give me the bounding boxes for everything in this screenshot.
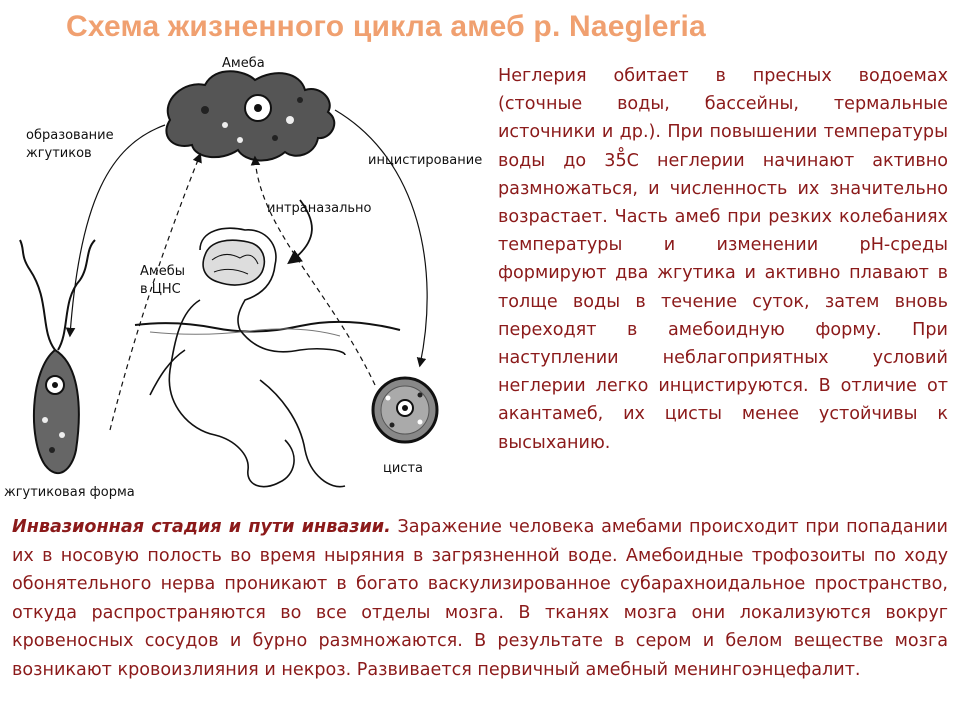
life-cycle-diagram: [0, 50, 500, 510]
invasion-heading: Инвазионная стадия и пути инвазии.: [12, 517, 391, 537]
label-encystation: инцистирование: [368, 153, 483, 168]
label-flagellate-form: жгутиковая форма: [4, 485, 135, 500]
label-flagella-formation-1: образование: [26, 128, 114, 143]
label-intranasal: интраназально: [267, 201, 372, 216]
label-cyst: циста: [383, 461, 423, 476]
invasion-body: Заражение человека амебами происходит при попадании их в носовую полость во время ныряния в загрязненной воде. Амебоидные трофозоиты по ходу обонятельного нерва проникают в богато васкулизированное субарахноидальное пространство, откуда распространяются во все отделы мозга. В тканях мозга они локализуются вокруг кровеносных сосудов и бурно размножаются. В результате в сером и белом веществе мозга возникают кровоизлияния и некроз. Развивается первичный амебный менингоэнцефалит.: [12, 517, 948, 680]
invasion-paragraph: [12, 513, 948, 685]
amoeba-figure: [166, 71, 334, 160]
label-cns-1: Амебы: [140, 264, 185, 279]
cyst-figure: [373, 378, 437, 442]
label-cns-2: в ЦНС: [140, 282, 181, 297]
label-ameba: Амеба: [222, 56, 265, 71]
water-line: [135, 322, 400, 332]
label-flagella-formation-2: жгутиков: [26, 146, 92, 161]
habitat-paragraph: Неглерия обитает в пресных водоемах (сточные воды, бассейны, термальные источники и др.). При повышении температуры воды до 35̊С неглерии начинают активно размножаться, и численность их значительно возрастает. Часть амеб при резких колебаниях температуры и изменении рН-среды формируют два жгутика и активно плавают в толще воды в течение суток, затем вновь переходят в амебоидную форму. При наступлении неблагоприятных условий неглерии легко инцистируются. В отличие от акантамеб, их цисты менее устойчивы к высыханию.: [498, 66, 948, 453]
flagellate-figure: [20, 240, 95, 473]
life-cycle-drawing: [0, 50, 500, 510]
slide-title: Схема жизненного цикла амеб р. Naegleria: [66, 10, 706, 43]
